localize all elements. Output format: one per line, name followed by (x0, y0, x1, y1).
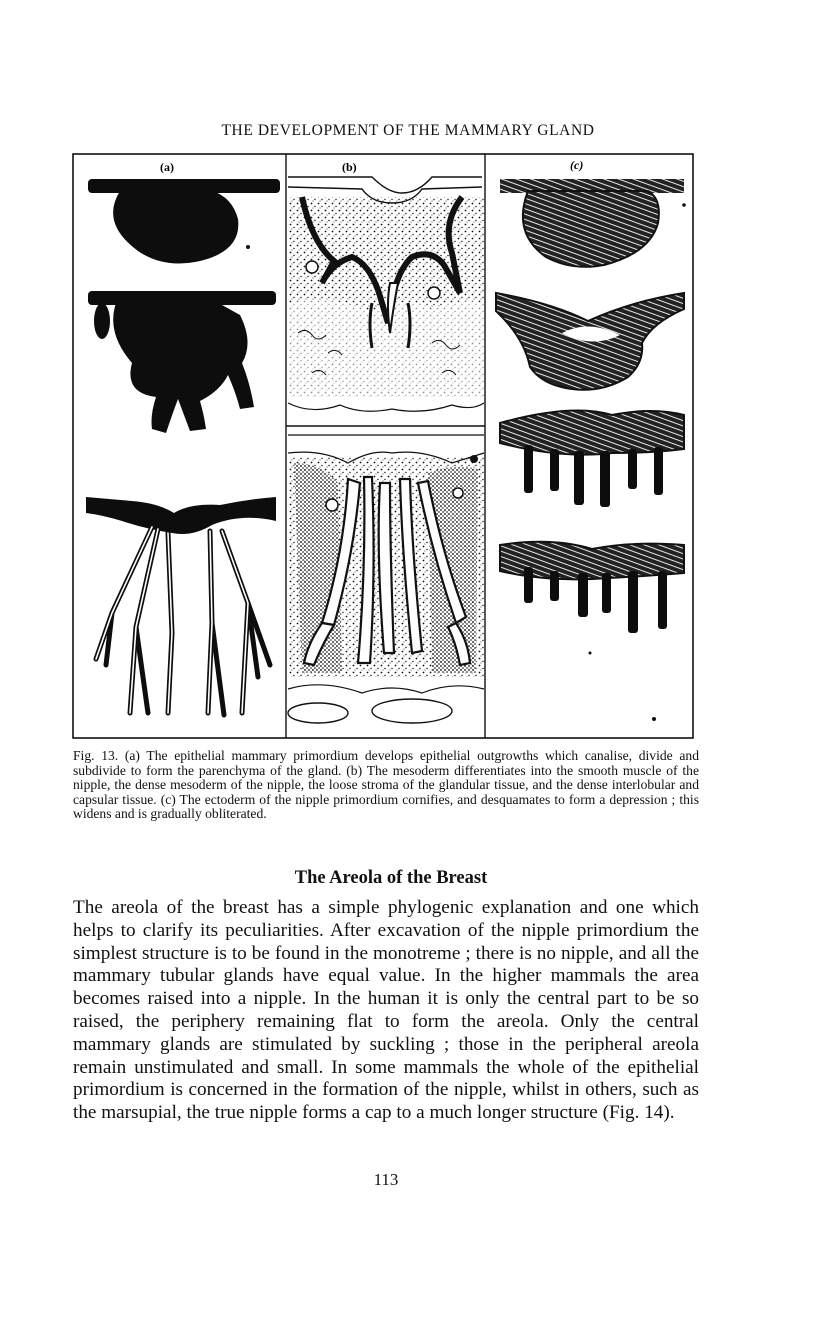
running-head: THE DEVELOPMENT OF THE MAMMARY GLAND (221, 122, 595, 139)
panel-c-stage-2 (496, 293, 684, 390)
panel-a-stage-2 (88, 291, 276, 433)
figure-caption: Fig. 13. (a) The epithelial mammary primordium develops epithelial outgrowths which canalise, divide and subdivide to form the parenchyma of the gland. (b) The mesoderm differentiates into the smooth muscle of the nipple, the dense mesoderm of the nipple, the loose stroma of the glandular tissue, and the dense interlobular and capsular tissue. (c) The ectoderm of the nipple primordium cornifies, and desquamates to form a depression ; this widens and is gradually obliterated. (73, 748, 699, 821)
panel-c-stage-4 (500, 542, 684, 721)
body-paragraph: The areola of the breast has a simple phylogenic explanation and one which helps to clarify its peculiarities. After excavation of the nipple primordium the simplest structure is to be found in the monotreme ; there is no nipple, and all the mammary tubular glands have equal value. In the higher mammals the area becomes raised into a nipple. In the human it is only the central part to be so raised, the periphery remaining flat to form the areola. Only the central mammary glands are stimulated by suckling ; those in the peripheral areola remain unstimulated and small. In some mammals the whole of the epithelial primordium is concerned in the formation of the nipple, whilst in others, such as the marsupial, the true nipple forms a cap to a much longer structure (Fig. 14). (73, 897, 699, 1124)
panel-label-c: (c) (570, 158, 584, 172)
panel-c-stage-1 (500, 179, 686, 267)
panel-label-b: (b) (342, 160, 357, 174)
figure-13-illustration (72, 153, 694, 739)
panel-c-stage-3 (500, 411, 684, 508)
panel-a-stage-1 (88, 179, 280, 263)
panel-a-stage-3 (86, 497, 276, 715)
section-title: The Areola of the Breast (294, 868, 488, 888)
panel-label-a: (a) (160, 160, 174, 174)
page-number: 113 (373, 1170, 399, 1189)
figure-13 (72, 153, 694, 739)
panel-b-upper (288, 177, 484, 411)
panel-b-lower (288, 435, 484, 723)
